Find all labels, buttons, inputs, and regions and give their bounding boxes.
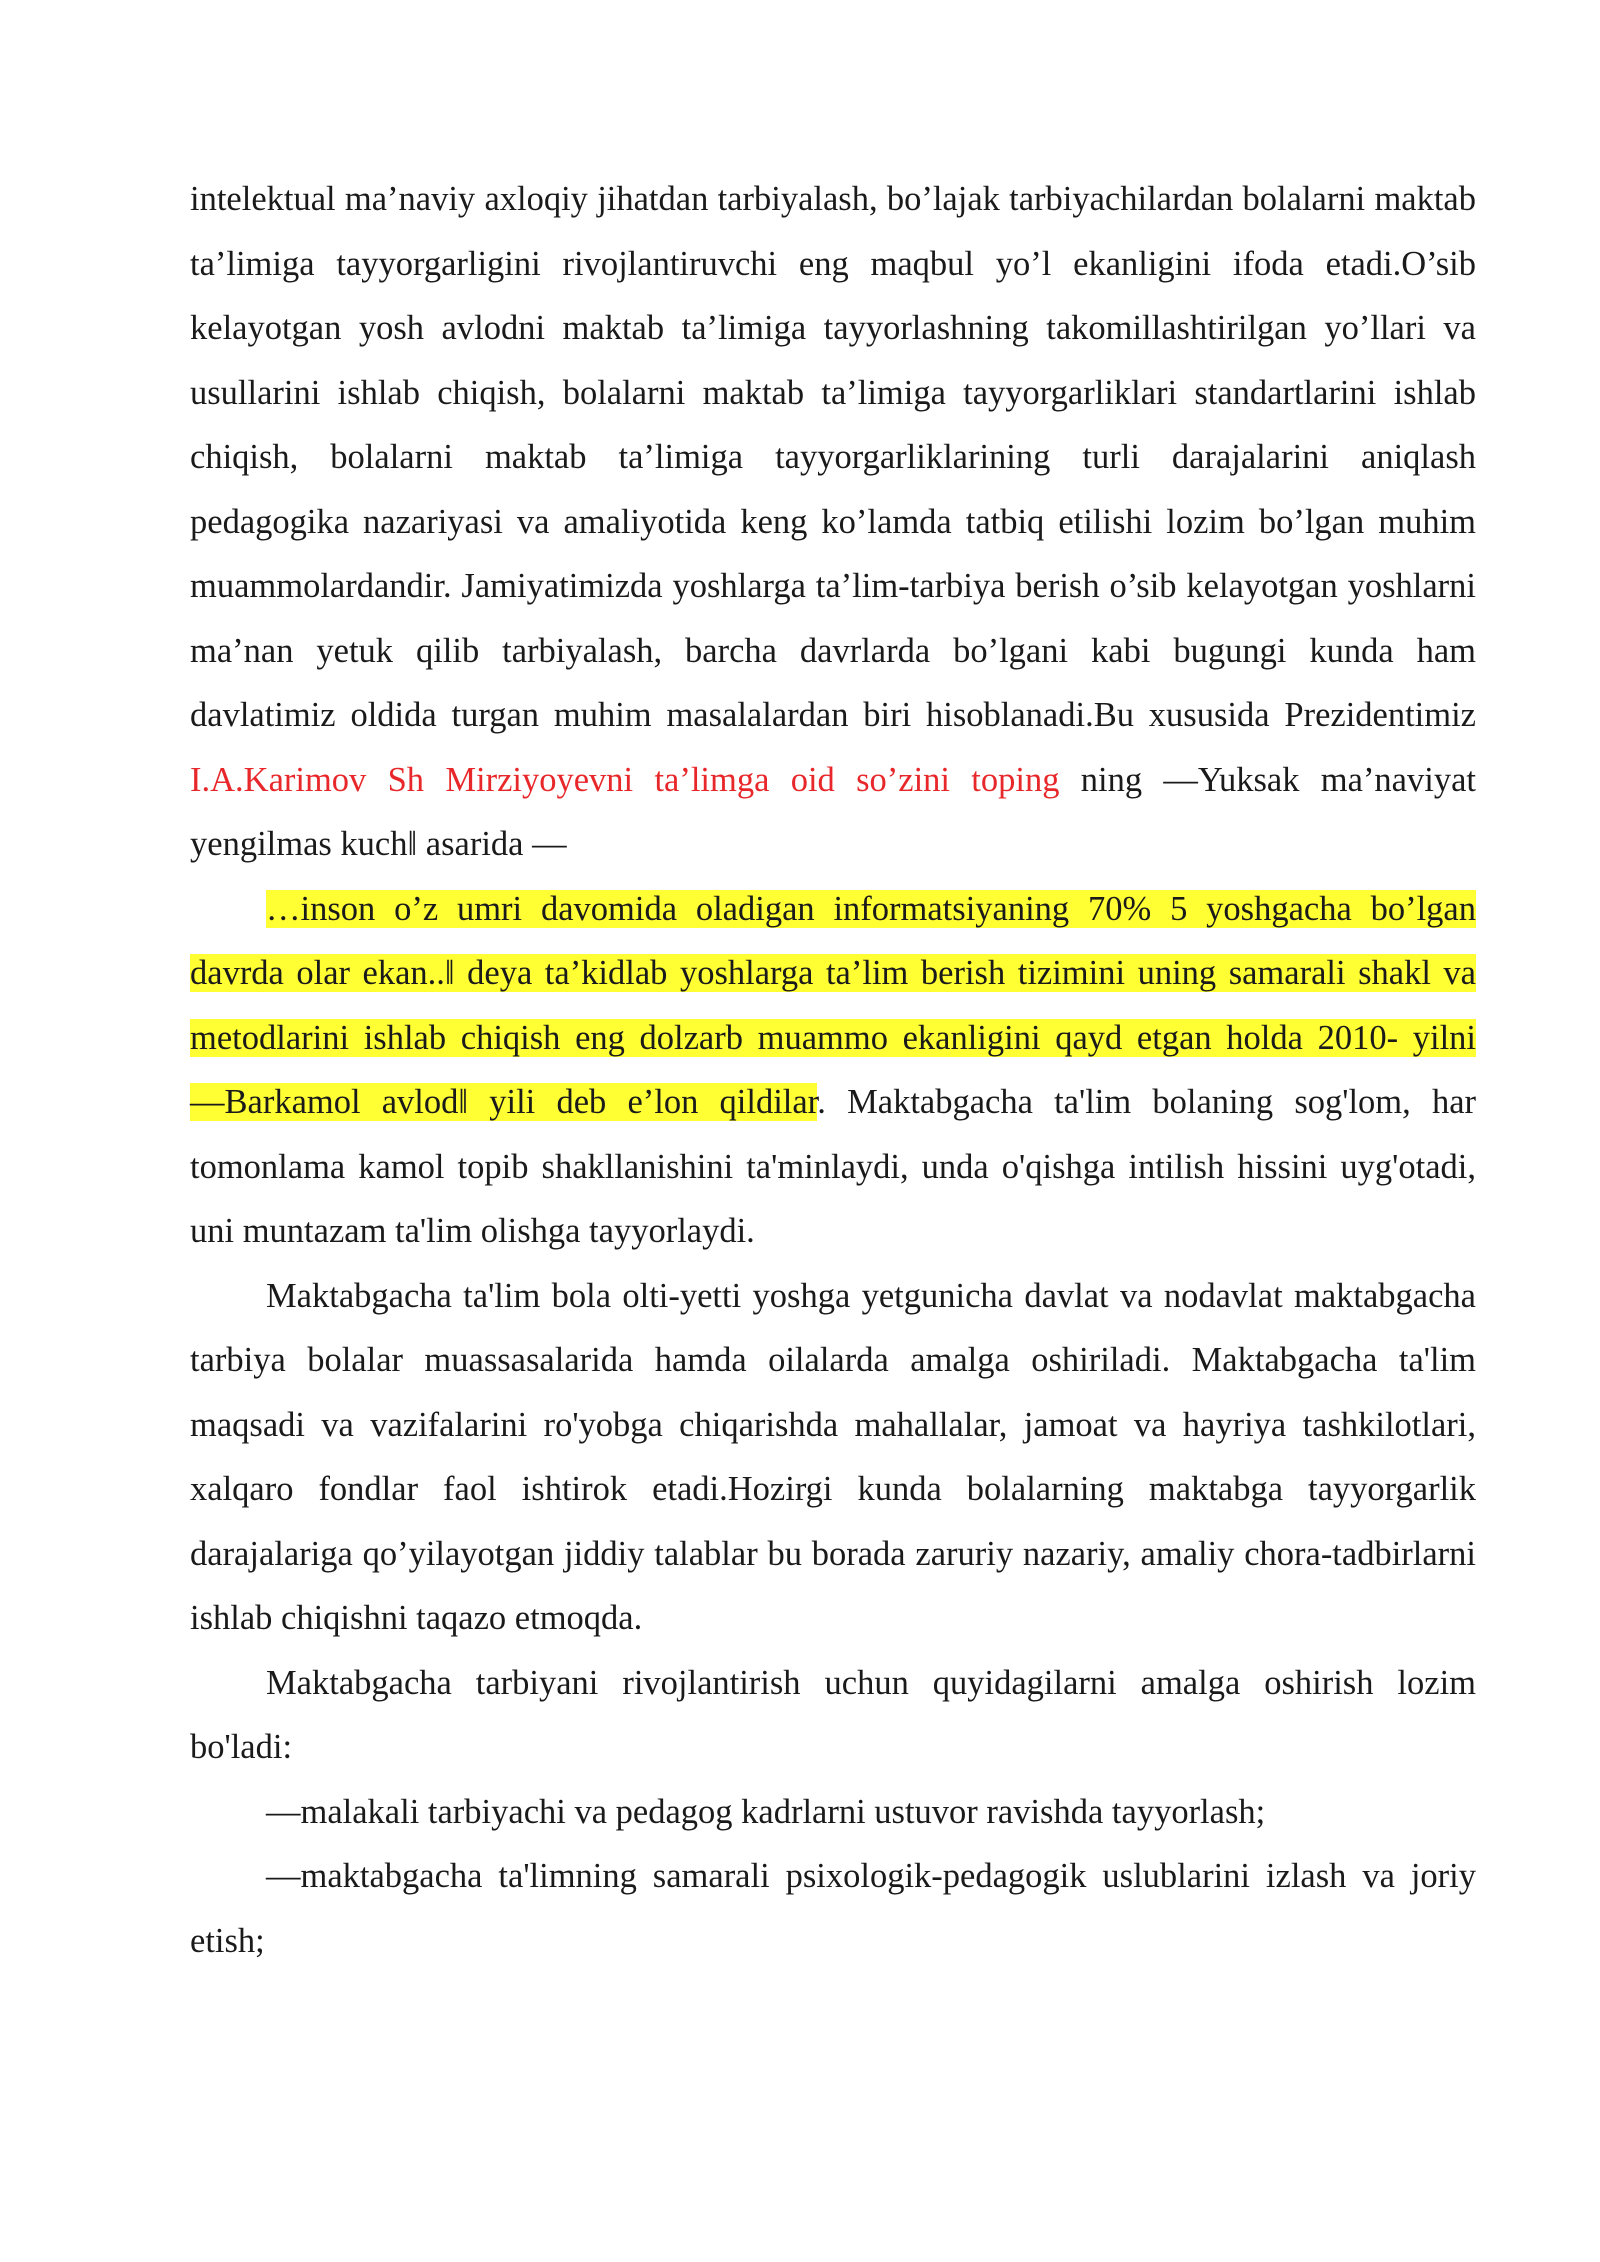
paragraph-2 xyxy=(190,877,1476,1264)
document-page xyxy=(190,167,1476,1973)
list-item: ―malakali tarbiyachi va pedagog kadrlarni ustuvor ravishda tayyorlash; xyxy=(266,1792,1266,1831)
paragraph-1-text-start: intelektual ma’naviy axloqiy jihatdan tarbiyalash, bo’lajak tarbiyachilardan bolalarni maktab ta’limiga tayyorgarligini rivojlantiruvchi eng maqbul yo’l ekanligini ifoda etadi.O’sib kelayotgan yosh avlodni maktab ta’limiga tayyorlashning takomillashtirilgan yo’llari va usullarini ishlab chiqish, bolalarni maktab ta’limiga tayyorgarliklari standartlarini ishlab chiqish, bolalarni maktab ta’limiga tayyorgarliklarining turli darajalarini aniqlash pedagogika nazariyasi va amaliyotida keng ko’lamda tatbiq etilishi lozim bo’lgan muhim muammolardandir. Jamiyatimizda yoshlarga ta’lim-tarbiya berish o’sib kelayotgan yoshlarni ma’nan yetuk qilib tarbiyalash, barcha davrlarda bo’lgani kabi bugungi kunda ham davlatimiz oldida turgan muhim masalalardan biri hisoblanadi.Bu xususida Prezidentimiz xyxy=(190,180,1476,734)
paragraph-1-text-end: ning ―Yuksak ma’naviyat yengilmas kuch‖ asarida ― xyxy=(190,760,1476,863)
paragraph-3: Maktabgacha ta'lim bola olti-yetti yoshga yetgunicha davlat va nodavlat maktabgacha tarbiya bolalar muassasalarida hamda oilalarda amalga oshiriladi. Maktabgacha ta'lim maqsadi va vazifalarini ro'yobga chiqarishda mahallalar, jamoat va hayriya tashkilotlari, xalqaro fondlar faol ishtirok etadi.Hozirgi kunda bolalarning maktabga tayyorgarlik darajalariga qo’yilayotgan jiddiy talablar bu borada zaruriy nazariy, amaliy chora-tadbirlarni ishlab chiqishni taqazo etmoqda. xyxy=(190,1276,1476,1637)
paragraph-1 xyxy=(190,167,1476,877)
list-item: ―maktabgacha ta'limning samarali psixologik-pedagogik uslublarini izlash va joriy etish; xyxy=(190,1857,1476,1960)
paragraph-2-text: . Maktabgacha ta'lim bolaning sog'lom, har tomonlama kamol topib shakllanishini ta'minlaydi, unda o'qishga intilish hissini uyg'otadi, uni muntazam ta'lim olishga tayyorlaydi. xyxy=(190,1083,1476,1250)
highlighted-quote: …inson o’z umri davomida oladigan informatsiyaning 70% 5 yoshgacha bo’lgan davrda olar ekan..‖ deya ta’kidlab yoshlarga ta’lim berish tizimini uning samarali shakl va metodlarini ishlab chiqish eng dolzarb muammo ekanligini qayd etgan holda 2010- yilni ―Barkamol avlod‖ yili deb e’lon qildilar xyxy=(190,889,1476,1121)
paragraph-4: Maktabgacha tarbiyani rivojlantirish uchun quyidagilarni amalga oshirish lozim bo'ladi: xyxy=(190,1663,1476,1766)
red-question-text: I.A.Karimov Sh Mirziyoyevni ta’limga oid so’zini toping xyxy=(190,760,1060,799)
